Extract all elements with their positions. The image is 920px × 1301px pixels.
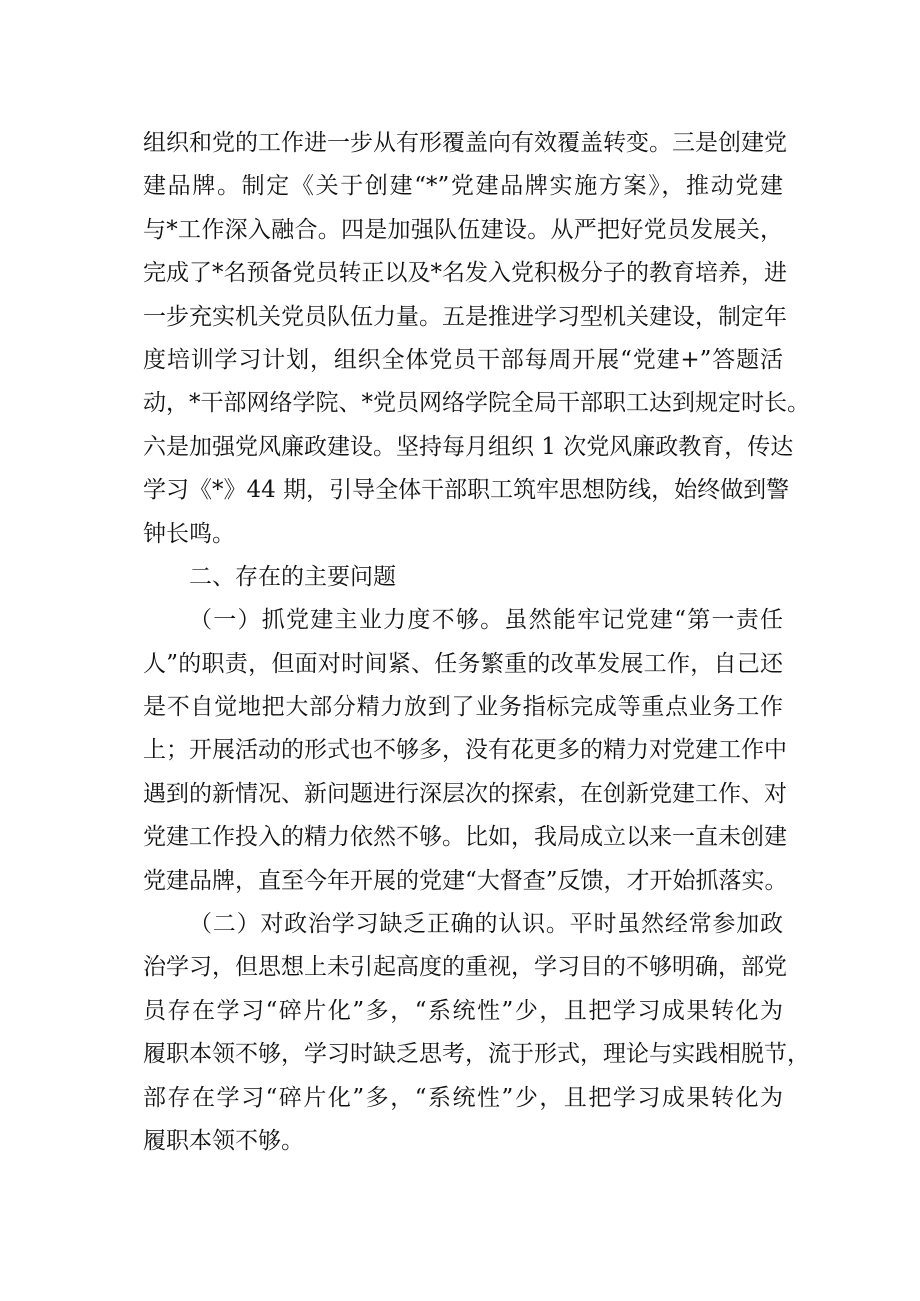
text-line: 组织和党的工作进一步从有形覆盖向有效覆盖转变。三是创建党: [143, 130, 787, 156]
text-line: 人”的职责，但面对时间紧、任务繁重的改革发展工作，自己还: [143, 650, 783, 677]
text-line: 与*工作深入融合。四是加强队伍建设。从严把好党员发展关，: [143, 216, 783, 243]
text-line: 部存在学习“碎片化”多，“系统性”少，且把学习成果转化为: [143, 1084, 783, 1111]
text-line: 遇到的新情况、新问题进行深层次的探索，在创新党建工作、对: [143, 780, 787, 807]
text-line: 党建品牌，直至今年开展的党建“大督查”反馈，才开始抓落实。: [143, 867, 788, 894]
text-line: 建品牌。制定《关于创建“*”党建品牌实施方案》，推动党建: [143, 173, 783, 200]
text-line: 钟长鸣。: [143, 520, 235, 547]
section-heading: 二、存在的主要问题: [189, 563, 396, 590]
text-line: （二）对政治学习缺乏正确的认识。平时虽然经常参加政: [189, 911, 783, 938]
text-line: 一步充实机关党员队伍力量。五是推进学习型机关建设，制定年: [143, 303, 787, 330]
text-line: 治学习，但思想上未引起高度的重视，学习目的不够明确，部党: [143, 954, 787, 981]
text-line: （一）抓党建主业力度不够。虽然能牢记党建“第一责任: [189, 607, 783, 634]
text-line: 党建工作投入的精力依然不够。比如，我局成立以来一直未创建: [143, 824, 787, 851]
document-body: [143, 122, 810, 1163]
text-line: 是不自觉地把大部分精力放到了业务指标完成等重点业务工作: [143, 694, 783, 721]
text-line: 六是加强党风廉政建设。坚持每月组织 1 次党风廉政教育，传达: [143, 433, 794, 460]
text-line: 履职本领不够。: [143, 1127, 304, 1154]
text-line: 上；开展活动的形式也不够多，没有花更多的精力对党建工作中: [143, 737, 787, 764]
text-line: 动，*干部网络学院、*党员网络学院全局干部职工达到规定时长。: [143, 390, 810, 417]
text-line: 履职本领不够，学习时缺乏思考，流于形式，理论与实践相脱节，: [143, 1041, 810, 1068]
text-line: 学习《*》44 期，引导全体干部职工筑牢思想防线，始终做到警: [143, 477, 790, 504]
text-line: 度培训学习计划，组织全体党员干部每周开展“党建+”答题活: [143, 346, 783, 373]
text-line: 员存在学习“碎片化”多，“系统性”少，且把学习成果转化为: [143, 997, 783, 1024]
text-line: 完成了*名预备党员转正以及*名发入党积极分子的教育培养，进: [143, 260, 787, 287]
